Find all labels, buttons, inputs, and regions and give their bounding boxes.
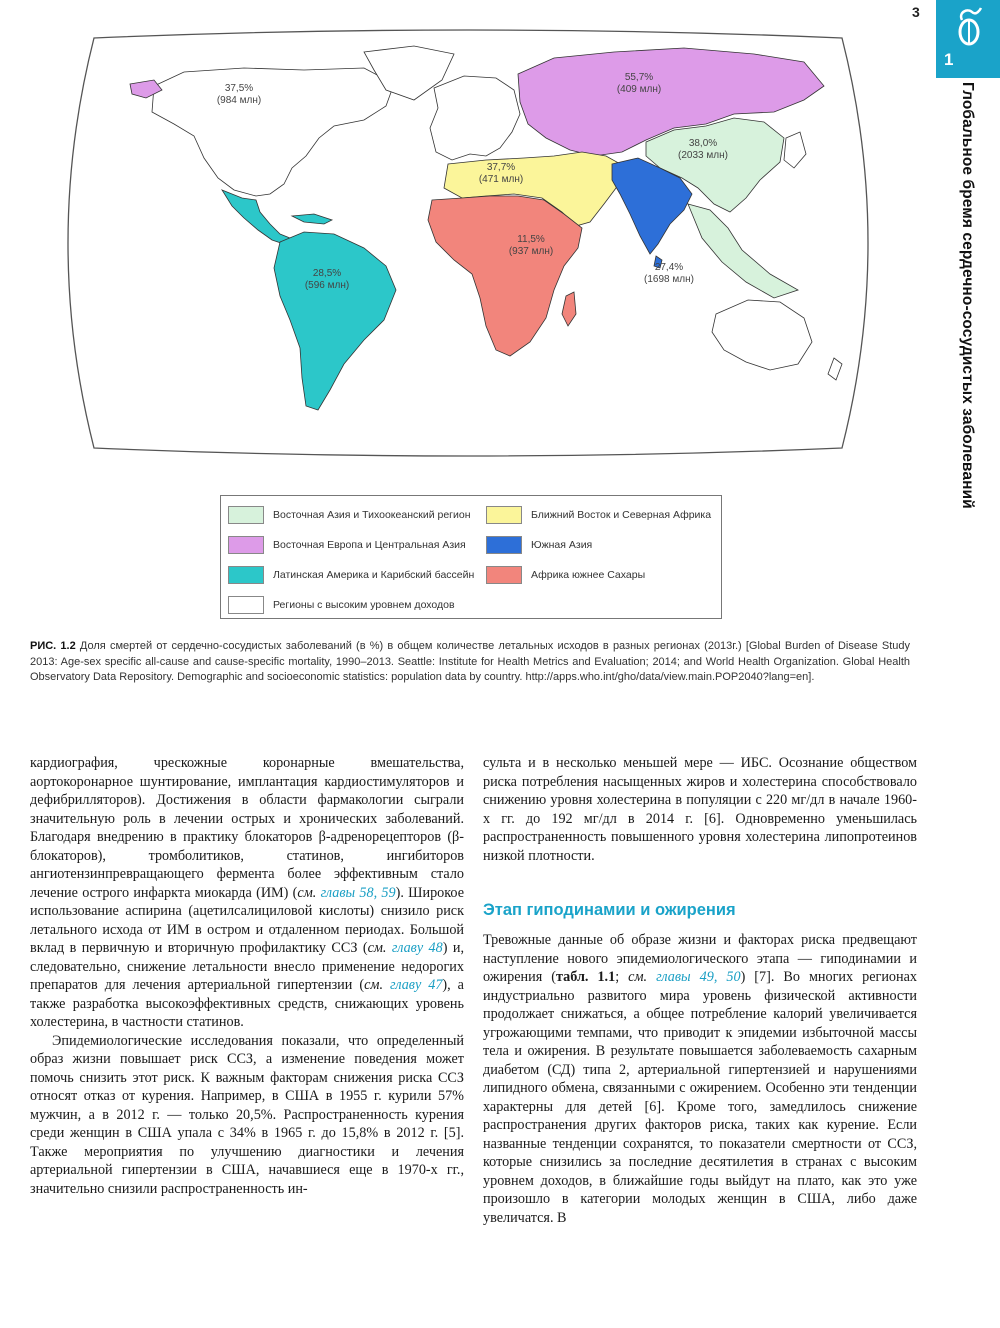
- world-map: [34, 28, 902, 458]
- legend-item-latin-america: [228, 564, 474, 586]
- map-label-pop: (937 млн): [508, 246, 554, 257]
- section-heading: Этап гиподинамии и ожирения: [483, 901, 736, 919]
- map-label-east-asia: [658, 138, 748, 162]
- map-label-pct: 38,0%: [688, 138, 718, 149]
- text-run: ) и, следовательно, снижение летальности внесло применение недорогих препаратов для лечения артериальной гипертензии (: [30, 940, 465, 993]
- map-label-pct: 37,7%: [486, 162, 516, 173]
- map-label-pct: 28,5%: [312, 268, 342, 279]
- map-label-pct: 11,5%: [517, 234, 545, 245]
- chapter-link[interactable]: главы 58, 59: [316, 884, 396, 901]
- map-label-pop: (596 млн): [304, 280, 350, 291]
- map-legend: [220, 495, 722, 619]
- chapter-tab: [936, 0, 1000, 78]
- text-run: см.: [364, 977, 383, 993]
- running-title-text: Глобальное бремя сердечно-сосудистых заболеваний: [959, 82, 976, 509]
- legend-swatch: [228, 566, 264, 584]
- chapter-link[interactable]: главу 48: [386, 940, 443, 956]
- map-label-high-income: [194, 83, 284, 107]
- text-run: см.: [297, 884, 317, 901]
- legend-item-high-income: [228, 594, 455, 616]
- text-run: Тревожные данные об образе жизни и факторах риска предвещают наступление нового эпидемиологического этапа — гиподинамии и ожирения (: [483, 932, 917, 985]
- text-run: ;: [615, 969, 629, 985]
- table-reference[interactable]: табл. 1.1: [555, 969, 616, 985]
- map-label-pop: (409 млн): [616, 84, 662, 95]
- text-run: кардиография, чрескожные коронарные вмешательства, аортокоронарное шунтирование, имплантация кардиостимуляторов и дефибрилляторов). Достижения в области фармакологии сыграли значительную роль в лечении острых и хронических заболеваний. Благодаря внедрению в практику блокаторов β-адренорецепторов (β-блокаторов), тромболитиков, статинов, ингибиторов ангиотензинпревращающего фермента более эффективным стало лечение острого инфаркта миокарда (ИМ) (: [30, 755, 464, 901]
- legend-label: Регионы с высоким уровнем доходов: [273, 599, 455, 611]
- legend-label: Восточная Европа и Центральная Азия: [273, 539, 466, 551]
- legend-label: Южная Азия: [531, 539, 593, 551]
- chapter-link[interactable]: главу 47: [383, 977, 443, 993]
- legend-swatch: [486, 506, 522, 524]
- paragraph: Эпидемиологические исследования показали, что определенный образ жизни повышает риск ССЗ, а изменение поведения может помочь снизить этот риск. К важным факторам снижения риска ССЗ относят отказ от курения. Например, в США в 1955 г. курили 57% мужчин, а в 2012 г. — только 20,5%. Распространенность курения среди женщин в США упала с 34% в 1965 г. до 15,8% в 2012 г. [5]. Также мероприятия по улучшению диагностики и лечения артериальной гипертензии в США, начавшиеся еще в 1970-х гг., значительно снизили распространенность ин-: [30, 1032, 464, 1197]
- text-run: ). Широкое использование аспирина (ацетилсалициловой кислоты) снизило риск летального исхода от ИМ в остром и отдаленном периодах. Большой вклад в первичную и вторичную профилактику ССЗ (: [30, 884, 464, 956]
- map-label-latin-america: [282, 268, 372, 292]
- text-run: ), а также разработка высокоэффективных средств, снижающих уровень холестерина, в частности статинов.: [30, 977, 464, 1030]
- map-label-pct: 27,4%: [654, 262, 684, 273]
- legend-swatch: [228, 596, 264, 614]
- legend-item-south-asia: [486, 534, 592, 556]
- legend-swatch: [486, 536, 522, 554]
- map-label-pop: (471 млн): [478, 174, 524, 185]
- text-run: ) [7]. Во многих регионах индустриально развитого мира уровень физической активности продолжает снижаться, а общее потребление калорий увеличивается угрожающими темпами, что приводит к эпидемии избыточной массы тела и ожирения. В результате повышается заболеваемость сахарным диабетом (СД) типа 2, артериальной гипертензией и нарушениями липидного обмена, связанными с ожирением. Особенно эти тенденции характерны для детей [6]. Кроме того, замедлилось снижение распространения других факторов риска, таких как курение. Если названные тенденции сохранятся, то показатели смертности от ССЗ, которые снизились за последние десятилетия в странах с высоким уровнем доходов, в ближайшие годы выйдут на плато, как это уже произошло в категории молодых женщин в США, либо даже увеличатся. В: [483, 969, 917, 1226]
- legend-swatch: [228, 536, 264, 554]
- map-label-sub-saharan: [486, 234, 576, 258]
- map-label-pop: (1698 млн): [644, 274, 694, 285]
- map-label-pop: (2033 млн): [678, 150, 728, 161]
- legend-swatch: [486, 566, 522, 584]
- legend-item-east-asia: [228, 504, 471, 526]
- text-run: см.: [628, 969, 648, 985]
- paragraph: сульта и в несколько меньшей мере — ИБС. Осознание обществом риска потребления насыщенных жиров и холестерина способствовало снижению уровня холестерина в популяции с 220 мг/дл в начале 1960-х гг. до 192 мг/дл в 2014 г. [6]. Одновременно уменьшилась распространенность повышенного уровня холестерина липопротеинов низкой плотности.: [483, 755, 917, 864]
- legend-label: Восточная Азия и Тихоокеанский регион: [273, 509, 471, 521]
- running-title: [942, 82, 992, 509]
- page-number: 3: [912, 4, 920, 20]
- legend-swatch: [228, 506, 264, 524]
- legend-item-sub-saharan: [486, 564, 645, 586]
- map-label-south-asia: [624, 262, 714, 286]
- legend-label: Африка южнее Сахары: [531, 569, 646, 581]
- legend-item-middle-east: [486, 504, 711, 526]
- legend-item-east-europe: [228, 534, 466, 556]
- figure-caption-text: Доля смертей от сердечно-сосудистых заболеваний (в %) в общем количестве летальных исходов в разных регионах (2013г.) [Global Burden of Disease Study 2013: Age-sex specific all-cause and cause-specific mortality, 1990–2013. Seattle: Institute for Health Metrics and Evaluation; 2014; and World Health Organization. Global Health Observatory Data Repository. Demographic and socioeconomic statistics: population data by country. http://apps.who.int/gho/data/view.main.POP2040?lang=en].: [30, 640, 911, 683]
- world-map-svg: [34, 28, 902, 458]
- chapter-link[interactable]: главы 49, 50: [647, 969, 741, 985]
- map-label-pct: 37,5%: [224, 83, 254, 94]
- paragraph: [30, 754, 464, 1032]
- text-run: см.: [367, 940, 387, 956]
- legend-label: Ближний Восток и Северная Африка: [531, 509, 712, 521]
- map-label-middle-east: [456, 162, 546, 186]
- map-label-pct: 55,7%: [624, 72, 654, 83]
- figure-caption: [30, 639, 910, 686]
- right-column: [483, 754, 917, 1227]
- map-label-east-europe: [594, 72, 684, 96]
- chapter-logo-icon: [954, 6, 984, 48]
- map-label-pop: (984 млн): [216, 95, 262, 106]
- figure-label: РИС. 1.2: [30, 640, 76, 652]
- chapter-number: 1: [944, 50, 954, 69]
- left-column: [30, 754, 464, 1198]
- legend-label: Латинская Америка и Карибский бассейн: [273, 569, 475, 581]
- paragraph: [483, 931, 917, 1227]
